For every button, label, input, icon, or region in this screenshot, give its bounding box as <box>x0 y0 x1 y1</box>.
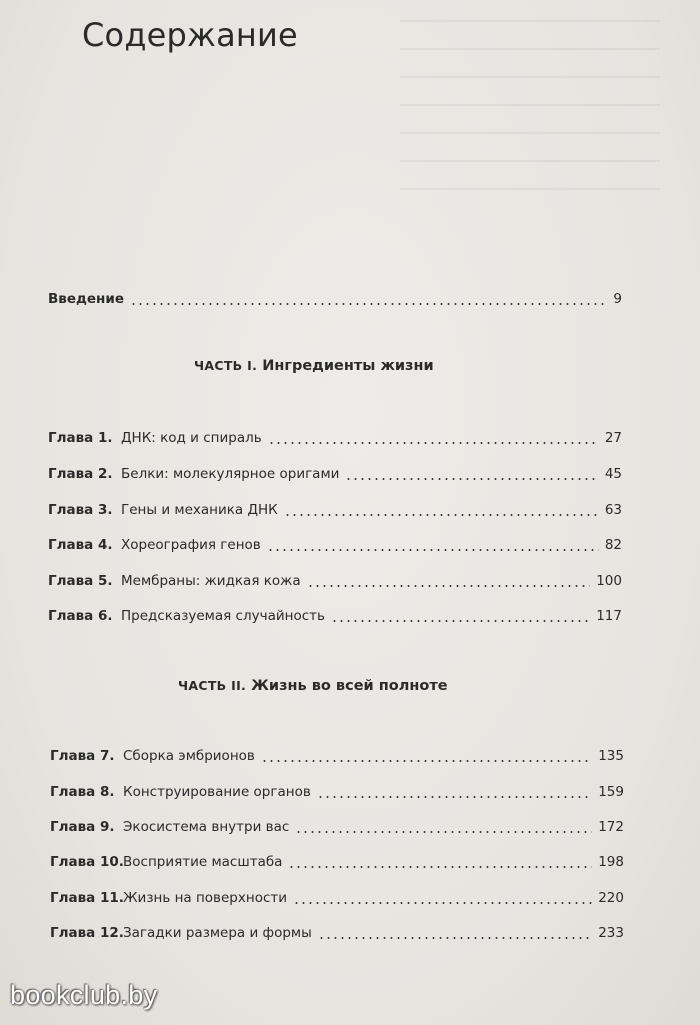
chapter-number: Глава 11. <box>50 890 124 906</box>
page-number: 117 <box>596 608 622 624</box>
dot-leader <box>130 302 607 306</box>
chapter-number: Глава 5. <box>48 573 113 589</box>
chapter-title: Белки: молекулярное оригами <box>121 466 340 482</box>
page-number: 9 <box>613 291 622 307</box>
toc-entry-chapter-10 <box>50 854 624 874</box>
chapter-number: Глава 3. <box>48 502 113 518</box>
part-label: ЧАСТЬ I. <box>194 358 258 373</box>
chapter-number: Глава 8. <box>50 784 115 800</box>
toc-entry-intro <box>48 291 622 311</box>
page-number: 82 <box>604 537 622 553</box>
page-number: 233 <box>598 925 624 941</box>
chapter-title: Мембраны: жидкая кожа <box>121 573 301 589</box>
dot-leader <box>318 936 592 940</box>
dot-leader <box>288 865 592 869</box>
chapter-number: Глава 9. <box>50 819 115 835</box>
site-watermark: bookclub.by <box>10 980 158 1010</box>
toc-entry-chapter-2 <box>48 466 622 486</box>
dot-leader <box>345 477 598 481</box>
toc-entry-chapter-1 <box>48 430 622 450</box>
chapter-title: Восприятие масштаба <box>123 854 283 870</box>
chapter-number: Глава 2. <box>48 466 113 482</box>
chapter-number: Глава 7. <box>50 748 115 764</box>
chapter-title: Загадки размера и формы <box>123 925 312 941</box>
dot-leader <box>307 584 591 588</box>
intro-label: Введение <box>48 291 124 307</box>
chapter-title: Конструирование органов <box>123 784 311 800</box>
toc-entry-chapter-3 <box>48 502 622 522</box>
page-number: 172 <box>598 819 624 835</box>
dot-leader <box>295 830 592 834</box>
part-title: Жизнь во всей полноте <box>251 678 448 694</box>
chapter-title: Сборка эмбрионов <box>123 748 255 764</box>
chapter-title: Хореография генов <box>121 537 261 553</box>
chapter-number: Глава 10. <box>50 854 124 870</box>
toc-entry-chapter-4 <box>48 537 622 557</box>
chapter-number: Глава 4. <box>48 537 113 553</box>
chapter-title: Экосистема внутри вас <box>123 819 290 835</box>
dot-leader <box>267 548 599 552</box>
toc-entry-chapter-12 <box>50 925 624 945</box>
toc-entry-chapter-6 <box>48 608 622 628</box>
chapter-title: Жизнь на поверхности <box>123 890 288 906</box>
chapter-number: Глава 6. <box>48 608 113 624</box>
dot-leader <box>331 619 590 623</box>
chapter-title: Предсказуемая случайность <box>121 608 325 624</box>
chapter-number: Глава 12. <box>50 925 124 941</box>
toc-entry-chapter-7 <box>50 748 624 768</box>
part-heading-2 <box>178 678 448 694</box>
chapter-title: Гены и механика ДНК <box>121 502 278 518</box>
page-number: 63 <box>604 502 622 518</box>
dot-leader <box>261 759 592 763</box>
chapter-number: Глава 1. <box>48 430 113 446</box>
page-number: 135 <box>598 748 624 764</box>
page-title: Содержание <box>82 16 298 54</box>
dot-leader <box>268 441 599 445</box>
toc-entry-chapter-11 <box>50 890 624 910</box>
toc-entry-chapter-5 <box>48 573 622 593</box>
page-number: 220 <box>598 890 624 906</box>
dot-leader <box>317 795 592 799</box>
page-number: 45 <box>604 466 622 482</box>
part-heading-1 <box>194 358 434 374</box>
dot-leader <box>293 901 592 905</box>
toc-entry-chapter-8 <box>50 784 624 804</box>
part-title: Ингредиенты жизни <box>262 358 434 374</box>
dot-leader <box>284 513 599 517</box>
toc-entry-chapter-9 <box>50 819 624 839</box>
part-label: ЧАСТЬ II. <box>178 678 247 693</box>
chapter-title: ДНК: код и спираль <box>121 430 262 446</box>
bleed-through-text <box>400 20 660 210</box>
page-number: 27 <box>604 430 622 446</box>
page-number: 198 <box>598 854 624 870</box>
page-number: 100 <box>596 573 622 589</box>
page-number: 159 <box>598 784 624 800</box>
